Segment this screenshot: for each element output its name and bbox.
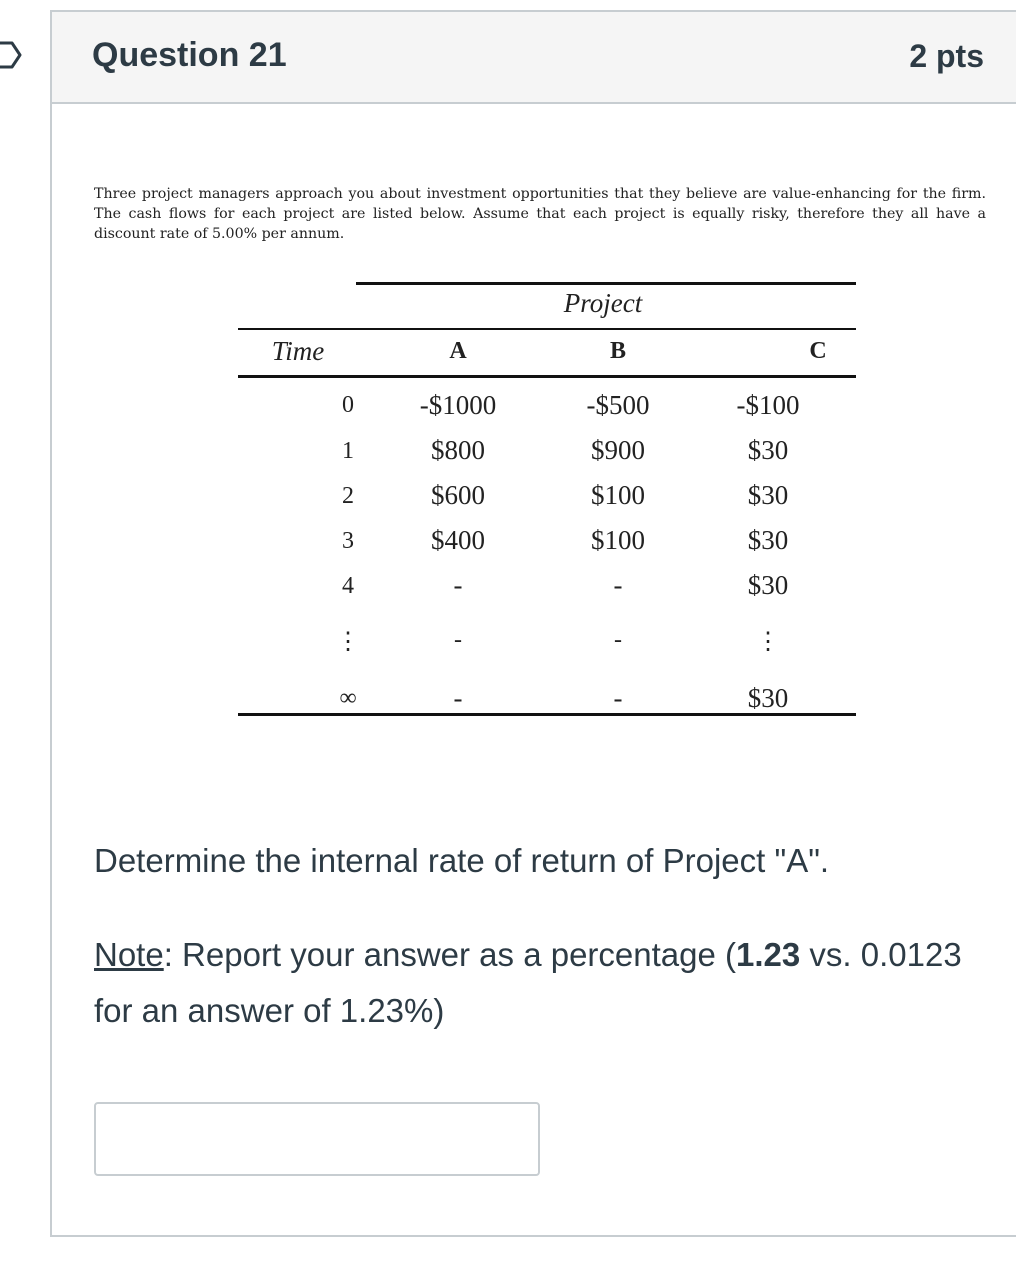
row-6-a: - xyxy=(453,683,463,713)
row-1-time: 1 xyxy=(342,438,354,464)
row-4-c: $30 xyxy=(747,570,789,600)
question-points: 2 pts xyxy=(909,38,984,74)
question-title: Question 21 xyxy=(92,36,287,74)
answer-input[interactable] xyxy=(94,1102,540,1176)
row-5-time: ⋮ xyxy=(336,629,360,655)
column-header-b: B xyxy=(609,338,626,364)
row-4-a: - xyxy=(453,570,463,600)
row-3-a: $400 xyxy=(431,525,485,555)
row-2-time: 2 xyxy=(342,483,354,509)
time-header: Time xyxy=(271,336,325,366)
note-text-1: : Report your answer as a percentage ( xyxy=(163,936,737,973)
row-5-a: - xyxy=(454,627,462,653)
row-1-a: $800 xyxy=(431,435,485,465)
column-header-a: A xyxy=(449,338,467,364)
question-flag-icon[interactable] xyxy=(0,40,24,70)
note-label: Note xyxy=(94,936,164,973)
row-4-time: 4 xyxy=(342,573,354,599)
project-group-header: Project xyxy=(563,288,643,318)
question-note xyxy=(94,927,974,1039)
row-0-b: -$500 xyxy=(586,390,650,420)
row-3-time: 3 xyxy=(342,528,354,554)
row-6-c: $30 xyxy=(747,683,789,713)
column-header-c: C xyxy=(809,338,827,364)
question-prompt: Determine the internal rate of return of Project "A". xyxy=(94,842,830,879)
question-card xyxy=(50,10,1016,1237)
row-5-b: - xyxy=(614,627,622,653)
row-0-c: -$100 xyxy=(736,390,800,420)
row-6-b: - xyxy=(613,683,623,713)
row-5-c: ⋮ xyxy=(756,629,780,655)
question-intro: Three project managers approach you about investment opportunities that they believe are value-enhancing for the firm. The cash flows for each project are listed below. Assume that each project is equally risky, therefore they all have a discount rate of 5.00% per annum. xyxy=(94,186,986,242)
row-0-time: 0 xyxy=(342,392,354,418)
row-2-a: $600 xyxy=(431,480,485,510)
table-subheader-rule xyxy=(238,375,856,378)
cash-flow-table xyxy=(238,282,856,732)
table-header-rule xyxy=(238,328,856,330)
note-text-2: vs. 0.0123 for an answer of 1.23%) xyxy=(94,936,962,1029)
row-0-a: -$1000 xyxy=(419,390,497,420)
note-bold-value: 1.23 xyxy=(736,936,801,973)
row-4-b: - xyxy=(613,570,623,600)
question-header xyxy=(52,12,1016,104)
row-2-c: $30 xyxy=(747,480,789,510)
row-2-b: $100 xyxy=(591,480,645,510)
row-3-c: $30 xyxy=(747,525,789,555)
row-3-b: $100 xyxy=(591,525,645,555)
table-top-rule xyxy=(356,282,856,285)
row-1-c: $30 xyxy=(747,435,789,465)
row-6-time: ∞ xyxy=(339,685,357,711)
row-1-b: $900 xyxy=(591,435,645,465)
